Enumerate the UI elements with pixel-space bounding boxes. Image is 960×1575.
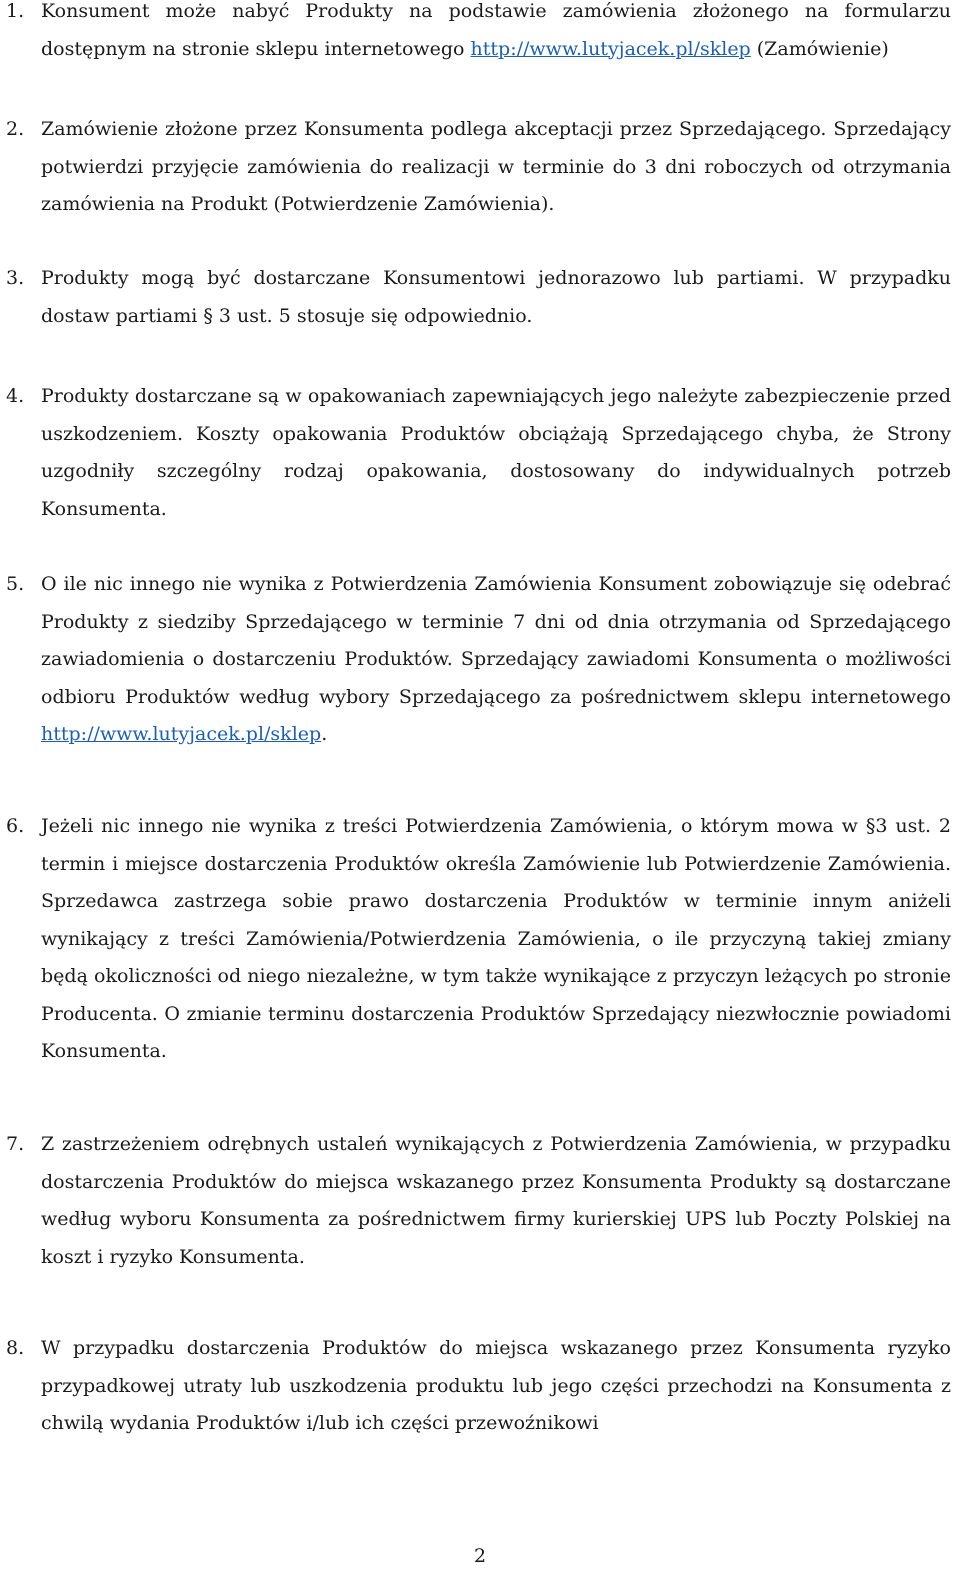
item-text: W przypadku dostarczenia Produktów do miejsca wskazanego przez Konsumenta ryzyko przypadkowej utraty lub uszkodzenia produktu lub jego części przechodzi na Konsumenta z chwilą wydania Produktów i/lub ich części przewoźnikowi bbox=[41, 1337, 951, 1434]
item-number: 1. bbox=[6, 0, 25, 22]
item-text: Jeżeli nic innego nie wynika z treści Potwierdzenia Zamówienia, o którym mowa w §3 ust. 2 termin i miejsce dostarczenia Produktów określa Zamówienie lub Potwierdzenie Zamówienia. Sprzedawca zastrzega sobie prawo dostarczenia Produktów w terminie innym aniżeli wynikający z treści Zamówienia/Potwierdzenia Zamówienia, o ile przyczyną takiej zmiany będą okoliczności od niego niezależne, w tym także wynikające z przyczyn leżących po stronie Producenta. O zmianie terminu dostarczenia Produktów Sprzedający niezwłocznie powiadomi Konsumenta. bbox=[41, 815, 951, 1062]
item-number: 4. bbox=[6, 385, 25, 407]
item-text: Konsument może nabyć Produkty na podstawie zamówienia złożonego na formularzu dostępnym na stronie sklepu internetowego http://www.lutyjacek.pl/sklep (Zamówienie) bbox=[41, 0, 951, 60]
item-text: O ile nic innego nie wynika z Potwierdzenia Zamówienia Konsument zobowiązuje się odebrać Produkty z siedziby Sprzedającego w terminie 7 dni od dnia otrzymania od Sprzedającego zawiadomienia o dostarczeniu Produktów. Sprzedający zawiadomi Konsumenta o możliwości odbioru Produktów według wybory Sprzedającego za pośrednictwem sklepu internetowego http://www.lutyjacek.pl/sklep. bbox=[41, 573, 951, 745]
page-number: 2 bbox=[473, 1545, 487, 1567]
list-item-1 bbox=[0, 0, 960, 68]
item-number: 3. bbox=[6, 267, 25, 289]
item-number: 2. bbox=[6, 118, 25, 140]
item-text: Z zastrzeżeniem odrębnych ustaleń wynikających z Potwierdzenia Zamówienia, w przypadku dostarczenia Produktów do miejsca wskazanego przez Konsumenta Produkty są dostarczane według wyboru Konsumenta za pośrednictwem firmy kurierskiej UPS lub Poczty Polskiej na koszt i ryzyko Konsumenta. bbox=[41, 1133, 951, 1268]
item-text: Produkty mogą być dostarczane Konsumentowi jednorazowo lub partiami. W przypadku dostaw partiami § 3 ust. 5 stosuje się odpowiednio. bbox=[41, 267, 951, 327]
list-item-5 bbox=[0, 566, 960, 754]
list-item-3 bbox=[0, 260, 960, 335]
list-item-4 bbox=[0, 378, 960, 528]
shop-link[interactable]: http://www.lutyjacek.pl/sklep bbox=[470, 37, 751, 60]
item-text: Zamówienie złożone przez Konsumenta podlega akceptacji przez Sprzedającego. Sprzedający potwierdzi przyjęcie zamówienia do realizacji w terminie do 3 dni roboczych od otrzymania zamówienia na Produkt (Potwierdzenie Zamówienia). bbox=[41, 118, 951, 215]
item-number: 7. bbox=[6, 1133, 25, 1155]
list-item-2 bbox=[0, 111, 960, 224]
list-item-6 bbox=[0, 808, 960, 1071]
list-item-7 bbox=[0, 1126, 960, 1276]
item-text: Produkty dostarczane są w opakowaniach zapewniających jego należyte zabezpieczenie przed uszkodzeniem. Koszty opakowania Produktów obciążają Sprzedającego chyba, że Strony uzgodniły szczególny rodzaj opakowania, dostosowany do indywidualnych potrzeb Konsumenta. bbox=[41, 385, 951, 520]
list-item-8 bbox=[0, 1330, 960, 1443]
item-number: 6. bbox=[6, 815, 25, 837]
item-number: 5. bbox=[6, 573, 25, 595]
shop-link[interactable]: http://www.lutyjacek.pl/sklep bbox=[41, 723, 322, 745]
item-number: 8. bbox=[6, 1337, 25, 1359]
